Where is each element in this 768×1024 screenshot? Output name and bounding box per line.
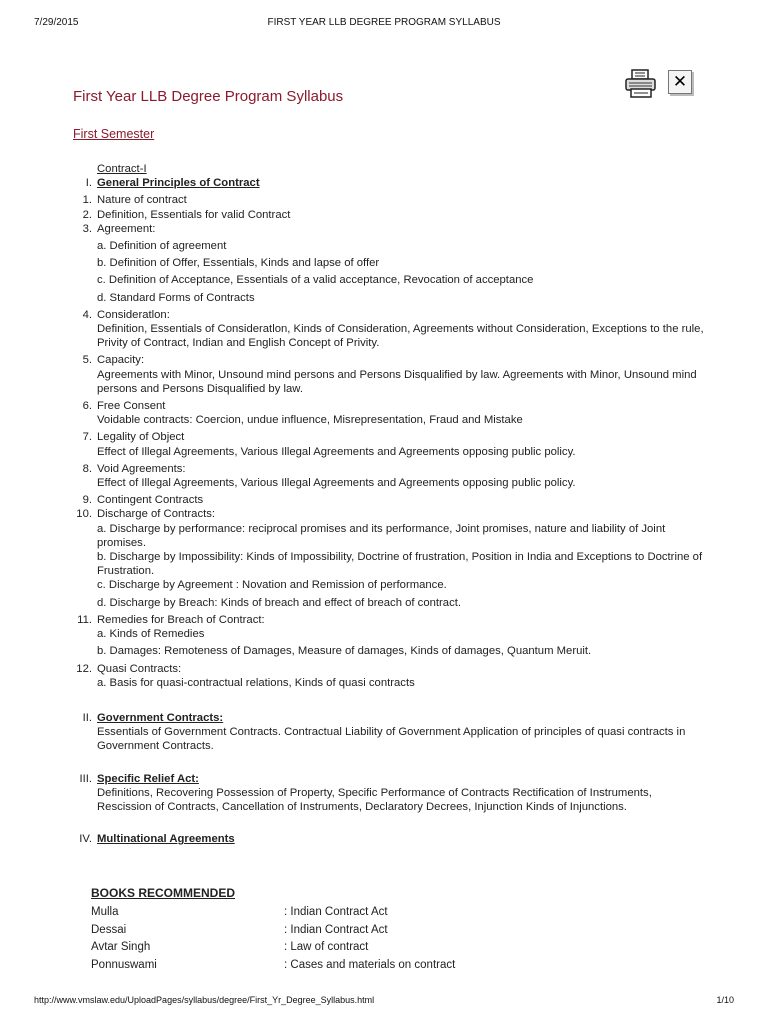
footer-url: http://www.vmslaw.edu/UploadPages/syllabus/degree/First_Yr_Degree_Syllabus.html — [34, 995, 375, 1005]
book-author: Ponnuswami — [91, 958, 157, 971]
book-author: Mulla — [91, 906, 119, 918]
section-number: I. — [85, 177, 92, 190]
book-title: : Cases and materials on contract — [284, 958, 456, 971]
item-detail: Effect of Illegal Agreements, Various Illegal Agreements and Agreements opposing public policy. — [97, 445, 576, 458]
item-number: 8. — [82, 462, 92, 475]
subject-row — [0, 162, 768, 176]
page-title: First Year LLB Degree Program Syllabus — [73, 88, 344, 105]
print-header-title: FIRST YEAR LLB DEGREE PROGRAM SYLLABUS — [267, 17, 501, 28]
item-text: Agreement: — [97, 222, 156, 235]
sub-item: c. Discharge by Agreement : Novation and Remission of performance. — [97, 579, 447, 592]
item-number: 5. — [82, 354, 92, 367]
list-item-10 — [0, 507, 768, 609]
item-text: Nature of contract — [97, 194, 187, 207]
book-row — [91, 922, 455, 940]
item-detail: Effect of Illegal Agreements, Various Illegal Agreements and Agreements opposing public policy. — [97, 477, 576, 490]
section-2 — [0, 711, 768, 754]
book-row — [91, 939, 455, 957]
item-text: Free Consent — [97, 400, 166, 413]
subject-title: Contract-I — [97, 163, 147, 175]
list-item-5 — [0, 353, 768, 396]
section-title: General Principles of Contract — [97, 177, 260, 190]
sub-item: a. Basis for quasi-contractual relations, Kinds of quasi contracts — [97, 676, 415, 689]
item-number: 6. — [82, 400, 92, 413]
sub-item: a. Definition of agreement — [97, 240, 227, 253]
list-item-4 — [0, 308, 768, 351]
book-title: : Indian Contract Act — [284, 923, 388, 936]
item-number: 4. — [82, 308, 92, 321]
page-number: 1/10 — [716, 995, 734, 1005]
print-date: 7/29/2015 — [34, 17, 79, 28]
item-text: Consideratlon: — [97, 308, 170, 321]
section-title: Government Contracts: — [97, 711, 224, 724]
section-number: II. — [82, 711, 92, 724]
item-number: 10. — [76, 508, 92, 521]
list-item-7 — [0, 430, 768, 458]
books-heading: BOOKS RECOMMENDED — [91, 886, 236, 900]
section-number: III. — [79, 772, 92, 785]
section-title: Specific Relief Act: — [97, 772, 199, 785]
sub-item: d. Standard Forms of Contracts — [97, 291, 255, 304]
printer-icon[interactable] — [624, 69, 658, 99]
item-text: Capacity: — [97, 354, 145, 367]
item-number: 2. — [82, 208, 92, 221]
item-detail: Voidable contracts: Coercion, undue influence, Misrepresentation, Fraud and Mistake — [97, 414, 523, 427]
book-row — [91, 904, 455, 922]
list-item-11 — [0, 613, 768, 659]
section-4 — [0, 832, 768, 846]
book-title: : Indian Contract Act — [284, 906, 388, 918]
section-title: Multinational Agreements — [97, 833, 235, 846]
book-author: Dessai — [91, 923, 127, 936]
section-text: Definitions, Recovering Possession of Property, Specific Performance of Contracts Rectification of Instruments, Rescission of Contracts, Cancellation of Instruments, Declaratory Decrees, Injunction Kinds of Injunctions. — [97, 786, 652, 813]
item-text: Remedies for Breach of Contract: — [97, 613, 265, 626]
list-item-6 — [0, 399, 768, 427]
list-item-3 — [0, 222, 768, 305]
item-text: Legality of Object — [97, 431, 185, 444]
semester-heading: First Semester — [73, 127, 155, 141]
sub-item: d. Discharge by Breach: Kinds of breach and effect of breach of contract. — [97, 596, 462, 609]
book-row — [91, 957, 455, 975]
item-number: 12. — [76, 662, 92, 675]
book-author: Avtar Singh — [91, 941, 151, 954]
syllabus-content — [0, 162, 768, 846]
list-item-2 — [0, 208, 768, 222]
item-text: Quasi Contracts: — [97, 662, 182, 675]
sub-item: a. Kinds of Remedies — [97, 628, 205, 641]
item-detail: Agreements with Minor, Unsound mind persons and Persons Disqualified by law. Agreements with Minor, Unsound mind persons and Persons Disqualified by law. — [97, 368, 697, 395]
item-text: Discharge of Contracts: — [97, 508, 216, 521]
sub-item: b. Discharge by Impossibility: Kinds of Impossibility, Doctrine of frustration, Position in India and Exceptions to Doctrine of Frustration. — [97, 551, 703, 578]
sub-item: b. Definition of Offer, Essentials, Kinds and lapse of offer — [97, 257, 380, 270]
section-1 — [0, 176, 768, 190]
section-text: Essentials of Government Contracts. Contractual Liability of Government Application of principles of quasi contracts in Government Contracts. — [97, 726, 686, 753]
list-item-12 — [0, 662, 768, 690]
item-detail: Definition, Essentials of Consideratlon, Kinds of Consideration, Agreements without Consideration, Exceptions to the rule, Privity of Contract, Indian and English Concept of Privity. — [97, 323, 704, 350]
item-number: 3. — [82, 222, 92, 235]
list-item-9 — [0, 493, 768, 507]
books-list — [91, 904, 455, 974]
sub-item: c. Definition of Acceptance, Essentials of a valid acceptance, Revocation of acceptance — [97, 274, 534, 287]
section-3 — [0, 772, 768, 815]
item-number: 11. — [77, 613, 92, 626]
close-icon[interactable]: ✕ — [668, 70, 692, 94]
item-number: 1. — [82, 194, 92, 207]
item-text: Contingent Contracts — [97, 494, 204, 507]
item-text: Void Agreements: — [97, 462, 186, 475]
item-number: 7. — [82, 431, 92, 444]
item-number: 9. — [82, 494, 92, 507]
list-item-1 — [0, 193, 768, 207]
section-number: IV. — [79, 833, 92, 846]
sub-item: b. Damages: Remoteness of Damages, Measure of damages, Kinds of damages, Quantum Meruit. — [97, 645, 592, 658]
list-item-8 — [0, 462, 768, 490]
book-title: : Law of contract — [284, 941, 369, 954]
item-text: Definition, Essentials for valid Contract — [97, 208, 291, 221]
sub-item: a. Discharge by performance: reciprocal promises and its performance, Joint promises, nature and liability of Joint promises. — [97, 522, 666, 549]
